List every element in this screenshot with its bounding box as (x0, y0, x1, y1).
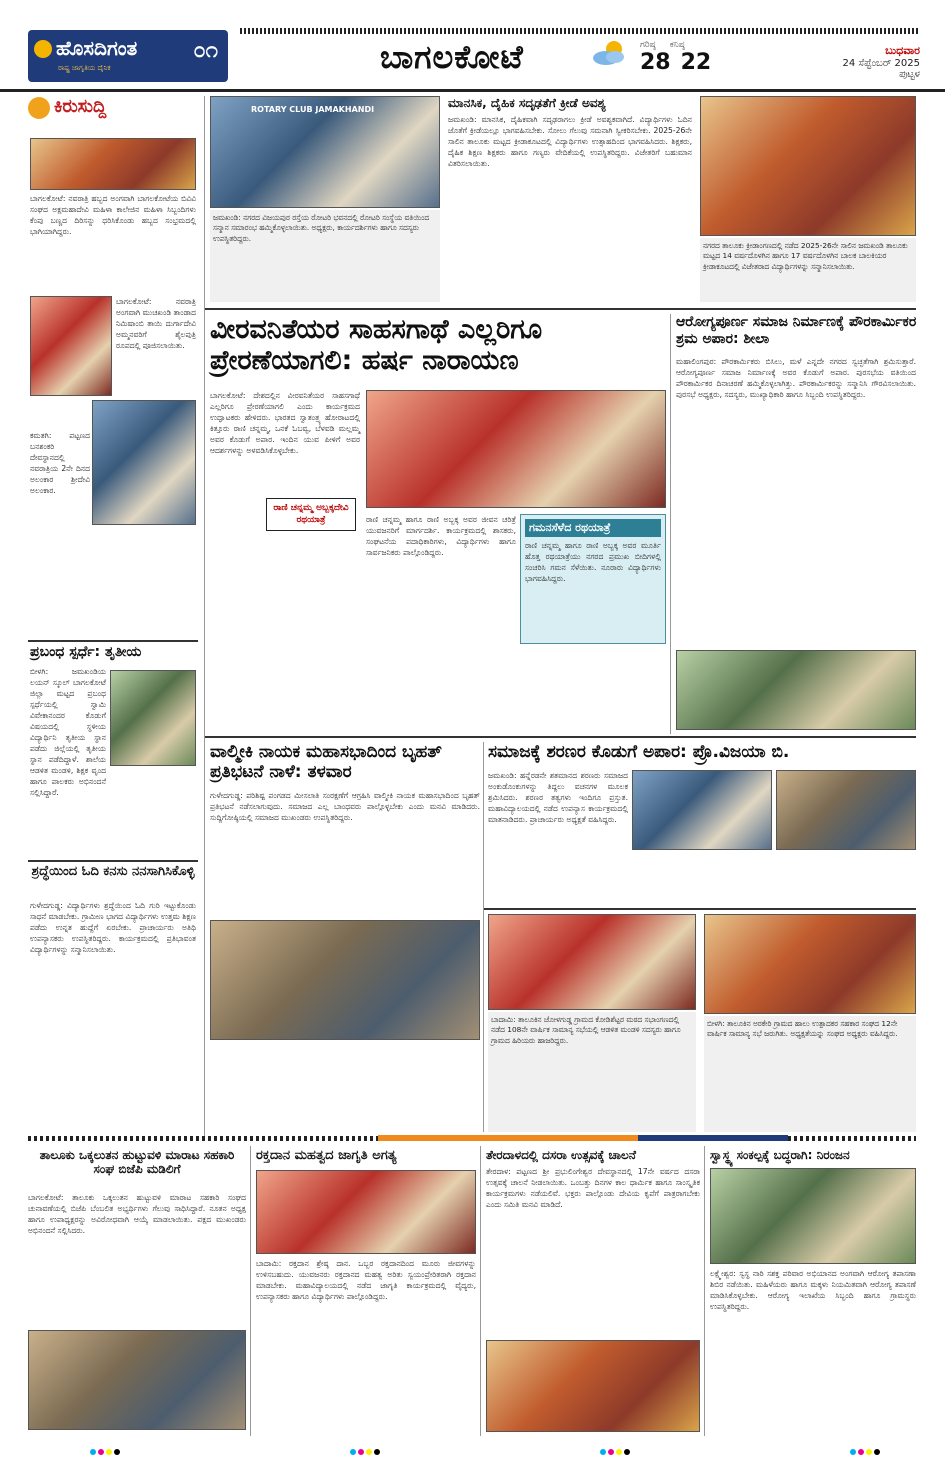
raktadana-photo (256, 1170, 476, 1254)
kirusuddi-photo-1 (30, 138, 196, 190)
kirusuddi-item-1: ಬಾಗಲಕೋಟೆ: ನವರಾತ್ರಿ ಹಬ್ಬದ ಅಂಗವಾಗಿ ಬಾಗಲಕೋಟೆಯ ಬಿವಿವಿ ಸಂಘದ ಅಕ್ಷಮಹಾದೇವಿ ಮಹಿಳಾ ಕಾಲೇಜಿನ ಮಹಿಳಾ ಸಿಬ್ಬಂದಿಗಳು ಕೆಂಪು ಬಣ್ಣದ ದಿರಿಸನ್ನು ಧರಿಸಿಕೊಂಡು ಹಬ್ಬದ ಸಂಭ್ರಮದಲ್ಲಿ ಭಾಗಿಯಾಗಿದ್ದರು. (30, 194, 196, 236)
halu-photo (488, 914, 696, 1010)
kirusuddi-photo-3 (92, 400, 196, 525)
okkalutana-headline: ತಾಲೂಕು ಒಕ್ಕಲುತನ ಹುಟ್ಟುವಳಿ ಮಾರಾಟ ಸಹಕಾರಿ ಸಂಘ ಬಿಜೆಪಿ ಮಡಿಲಿಗೆ (39, 1148, 235, 1177)
swasthya-photo (710, 1168, 916, 1264)
sharanaru-photo (632, 770, 772, 850)
logo-emblem-icon (34, 40, 52, 58)
arogya-body: ಮಹಾಲಿಂಗಪುರ: ಪೌರಕಾರ್ಮಿಕರು ಬಿಸಿಲು, ಮಳೆ ಎನ್ನದೇ ನಗರದ ಸ್ವಚ್ಛತೆಗಾಗಿ ಶ್ರಮಿಸುತ್ತಾರೆ. ಆರೋಗ್ಯಪೂರ್ಣ ಸಮಾಜ ನಿರ್ಮಾಣಕ್ಕೆ ಅವರ ಕೊಡುಗೆ ಅಪಾರ. ಪುರಸಭೆಯ ವತಿಯಿಂದ ಪೌರಕಾರ್ಮಿಕರ ದಿನಾಚರಣೆ ಹಮ್ಮಿಕೊಳ್ಳಲಾಗಿತ್ತು. ಪೌರಕಾರ್ಮಿಕರನ್ನು ಸನ್ಮಾನಿಸಿ ಗೌರವಿಸಲಾಯಿತು. ಪುರಸಭೆ ಅಧ್ಯಕ್ಷರು, ಸದಸ್ಯರು, ಮುಖ್ಯಾಧಿಕಾರಿ ಹಾಗೂ ಸಿಬ್ಬಂದಿ ಉಪಸ್ಥಿತರಿದ್ದರು. (676, 357, 916, 399)
min-temp: 22 (680, 50, 712, 75)
registration-marks-3 (600, 1440, 632, 1459)
rathayatre-body: ರಾಣಿ ಚನ್ನಮ್ಮ ಹಾಗೂ ರಾಣಿ ಅಬ್ಬಕ್ಕ ಅವರ ಮೂರ್ತಿ ಹೊತ್ತ ರಥಯಾತ್ರೆಯು ನಗರದ ಪ್ರಮುಖ ಬೀದಿಗಳಲ್ಲಿ ಸಂಚರಿಸಿ ಗಮನ ಸೆಳೆಯಿತು. ನೂರಾರು ವಿದ್ಯಾರ್ಥಿಗಳು ಭಾಗವಹಿಸಿದ್ದರು. (525, 541, 661, 583)
prabandha-photo (110, 670, 196, 766)
veeravanite-photo (366, 390, 666, 508)
kreedakoota-caption: ನಗರದ ತಾಲೂಕು ಕ್ರೀಡಾಂಗಣದಲ್ಲಿ ನಡೆದ 2025-26ನೇ ಸಾಲಿನ ಜಮಖಂಡಿ ತಾಲೂಕು ಮಟ್ಟದ 14 ವರ್ಷದೊಳಗಿನ ಹಾಗೂ 17 ವರ್ಷದೊಳಗಿನ ಬಾಲಕ ಬಾಲಕಿಯರ ಕ್ರೀಡಾಕೂಟದಲ್ಲಿ ವಿಜೇತರಾದ ವಿದ್ಯಾರ್ಥಿಗಳನ್ನು ಸನ್ಮಾನಿಸಲಾಯಿತು. (700, 238, 916, 302)
veeravanite-headline: ವೀರವನಿತೆಯರ ಸಾಹಸಗಾಥೆ ಎಲ್ಲರಿಗೂ ಪ್ರೇರಣೆಯಾಗಲಿ: ಹರ್ಷ ನಾರಾಯಣ (210, 314, 543, 377)
veeravanite-body-1: ಬಾಗಲಕೋಟೆ: ದೇಶದಲ್ಲಿನ ವೀರವನಿತೆಯರ ಸಾಹಸಗಾಥೆ ಎಲ್ಲರಿಗೂ ಪ್ರೇರಣೆಯಾಗಲಿ ಎಂದು ಕಾರ್ಯಕ್ರಮದ ಉದ್ಘಾಟಕರು ಹೇಳಿದರು. ಭಾರತದ ಸ್ವಾತಂತ್ರ್ಯ ಹೋರಾಟದಲ್ಲಿ ಕಿತ್ತೂರು ರಾಣಿ ಚನ್ನಮ್ಮ, ಒನಕೆ ಓಬವ್ವ, ಬೆಳವಡಿ ಮಲ್ಲಮ್ಮ ಅವರ ಕೊಡುಗೆ ಅಪಾರ. ಇಂದಿನ ಯುವ ಪೀಳಿಗೆ ಅವರ ಆದರ್ಶಗಳನ್ನು ಅಳವಡಿಸಿಕೊಳ್ಳಬೇಕು. (210, 391, 360, 455)
registration-marks-2 (350, 1440, 382, 1459)
partly-cloudy-icon (590, 38, 630, 68)
paper-tagline: ರಾಷ್ಟ್ರ ಜಾಗೃತಿಯ ದೈನಿಕ (58, 64, 111, 72)
paper-name: ಹೊಸದಿಗಂತ (56, 36, 138, 60)
masthead-stripe (240, 28, 920, 34)
hand-icon (28, 97, 50, 119)
rathayatre-title: ಗಮನಸೆಳೆದ ರಥಯಾತ್ರೆ (525, 519, 661, 537)
sharanaru-body: ಜಮಖಂಡಿ: ಹನ್ನೆರಡನೇ ಶತಮಾನದ ಶರಣರು ಸಮಾಜದ ಅಂಕುಡೊಂಕುಗಳನ್ನು ತಿದ್ದಲು ವಚನಗಳ ಮೂಲಕ ಶ್ರಮಿಸಿದರು. ಶರಣರ ತತ್ವಗಳು ಇಂದಿಗೂ ಪ್ರಸ್ತುತ. ಮಹಾವಿದ್ಯಾಲಯದಲ್ಲಿ ನಡೆದ ಉಪನ್ಯಾಸ ಕಾರ್ಯಕ್ರಮದಲ್ಲಿ ಮಾತನಾಡಿದರು. ಪ್ರಾಚಾರ್ಯರು ಅಧ್ಯಕ್ಷತೆ ವಹಿಸಿದ್ದರು. (488, 771, 628, 824)
okkalutana-photo (28, 1330, 246, 1430)
registration-marks-4 (850, 1440, 882, 1459)
swasthya-headline: ಸ್ವಾಸ್ಥ್ಯ ಸಂಕಲ್ಪಕ್ಕೆ ಬದ್ಧರಾಗಿ: ನಿರಂಜನ (710, 1148, 850, 1162)
sharanaru-photo-2 (776, 770, 916, 850)
max-temp-label: ಗರಿಷ್ಠ (640, 40, 656, 50)
kirusuddi-header (28, 96, 198, 136)
veeravanite-quote: ರಾಣಿ ಚನ್ನಮ್ಮ ಅಬ್ಬಕ್ಕದೇವಿ ರಥಯಾತ್ರೆ (266, 498, 356, 531)
edition-label: ಪುಟ್ಟಳ (899, 69, 920, 80)
rotary-photo (210, 96, 440, 208)
kreedakoota-photo (700, 96, 916, 236)
page-number: ೦೧ (193, 38, 218, 63)
kreede-body: ಜಮಖಂಡಿ: ಮಾನಸಿಕ, ದೈಹಿಕವಾಗಿ ಸದೃಢರಾಗಲು ಕ್ರೀಡೆ ಅವಶ್ಯಕವಾಗಿದೆ. ವಿದ್ಯಾರ್ಥಿಗಳು ಓದಿನ ಜೊತೆಗೆ ಕ್ರೀಡೆಯಲ್ಲೂ ಭಾಗವಹಿಸಬೇಕು. ಸೋಲು ಗೆಲುವು ಸಮನಾಗಿ ಸ್ವೀಕರಿಸಬೇಕು. 2025-26ನೇ ಸಾಲಿನ ತಾಲೂಕು ಮಟ್ಟದ ಕ್ರೀಡಾಕೂಟದಲ್ಲಿ ವಿದ್ಯಾರ್ಥಿಗಳು ಉತ್ಸಾಹದಿಂದ ಭಾಗವಹಿಸಿದರು. ಶಿಕ್ಷಕರು, ದೈಹಿಕ ಶಿಕ್ಷಣ ಶಿಕ್ಷಕರು ಹಾಗೂ ಗಣ್ಯರು ವೇದಿಕೆಯಲ್ಲಿ ಉಪಸ್ಥಿತರಿದ್ದರು. ವಿಜೇತರಿಗೆ ಬಹುಮಾನ ವಿತರಿಸಲಾಯಿತು. (448, 115, 692, 168)
shraddhe-headline: ಶ್ರದ್ಧೆಯಿಂದ ಓದಿ ಕನಸು ನನಸಾಗಿಸಿಕೊಳ್ಳಿ (31, 864, 195, 879)
paper-logo[interactable] (28, 30, 228, 82)
prabandha-body: ಬೀಳಗಿ: ಜಮಖಂಡಿಯ ಲಯನ್ ಸ್ಕೂಲ್ ಬಾಗಲಕೋಟೆ ಜಿಲ್ಲಾ ಮಟ್ಟದ ಪ್ರಬಂಧ ಸ್ಪರ್ಧೆಯಲ್ಲಿ ಸ್ವಾಮಿ ವಿವೇಕಾನಂದರ ಕೊಡುಗೆ ವಿಷಯದಲ್ಲಿ ಸ್ಥಳೀಯ ವಿದ್ಯಾರ್ಥಿನಿ ತೃತೀಯ ಸ್ಥಾನ ಪಡೆದು ಜಿಲ್ಲೆಯಲ್ಲಿ ತೃತೀಯ ಸ್ಥಾನ ಪಡೆದಿದ್ದಾಳೆ. ಶಾಲೆಯ ಆಡಳಿತ ಮಂಡಳಿ, ಶಿಕ್ಷಕ ವೃಂದ ಹಾಗೂ ಪಾಲಕರು ಅಭಿನಂದನೆ ಸಲ್ಲಿಸಿದ್ದಾರೆ. (30, 667, 106, 797)
swasthya-body: ಲಕ್ಷ್ಮೇಶ್ವರ: ಸ್ವಸ್ಥ ನಾರಿ ಸಶಕ್ತ ಪರಿವಾರ ಅಭಿಯಾನದ ಅಂಗವಾಗಿ ಆರೋಗ್ಯ ತಪಾಸಣಾ ಶಿಬಿರ ನಡೆಯಿತು. ಮಹಿಳೆಯರು ಹಾಗೂ ಮಕ್ಕಳು ನಿಯಮಿತವಾಗಿ ಆರೋಗ್ಯ ತಪಾಸಣೆ ಮಾಡಿಸಿಕೊಳ್ಳಬೇಕು. ಆರೋಗ್ಯ ಇಲಾಖೆಯ ಸಿಬ್ಬಂದಿ ಹಾಗೂ ಗ್ರಾಮಸ್ಥರು ಉಪಸ್ಥಿತರಿದ್ದರು. (710, 1269, 916, 1311)
veeravanite-body-2: ರಾಣಿ ಚನ್ನಮ್ಮ ಹಾಗೂ ರಾಣಿ ಅಬ್ಬಕ್ಕ ಅವರ ಜೀವನ ಚರಿತ್ರೆ ಯುವಜನರಿಗೆ ಮಾರ್ಗದರ್ಶಿ. ಕಾರ್ಯಕ್ರಮದಲ್ಲಿ ಶಾಸಕರು, ಸಂಘಟನೆಯ ಪದಾಧಿಕಾರಿಗಳು, ವಿದ್ಯಾರ್ಥಿಗಳು ಹಾಗೂ ಸಾರ್ವಜನಿಕರು ಪಾಲ್ಗೊಂಡಿದ್ದರು. (366, 515, 516, 557)
kirusuddi-photo-2 (30, 296, 112, 396)
arogya-photo (676, 650, 916, 730)
edition-city: ಬಾಗಲಕೋಟೆ (380, 38, 524, 76)
masthead (0, 0, 945, 92)
raktadana-body: ಬಾದಾಮಿ: ರಕ್ತದಾನ ಶ್ರೇಷ್ಠ ದಾನ. ಒಬ್ಬರ ರಕ್ತದಾನದಿಂದ ಮೂರು ಜೀವಗಳನ್ನು ಉಳಿಸಬಹುದು. ಯುವಜನರು ರಕ್ತದಾನದ ಮಹತ್ವ ಅರಿತು ಸ್ವಯಂಪ್ರೇರಿತರಾಗಿ ರಕ್ತದಾನ ಮಾಡಬೇಕು. ಮಹಾವಿದ್ಯಾಲಯದಲ್ಲಿ ನಡೆದ ಜಾಗೃತಿ ಕಾರ್ಯಕ್ರಮದಲ್ಲಿ ವೈದ್ಯರು, ಉಪನ್ಯಾಸಕರು ಹಾಗೂ ವಿದ್ಯಾರ್ಥಿಗಳು ಪಾಲ್ಗೊಂಡಿದ್ದರು. (256, 1259, 476, 1301)
issue-date: 24 ಸೆಪ್ಟೆಂಬರ್ 2025 (842, 58, 920, 69)
temperature-block (640, 40, 721, 75)
beelagi-photo (704, 914, 916, 1014)
dasara-headline: ತೇರದಾಳದಲ್ಲಿ ದಸರಾ ಉತ್ಸವಕ್ಕೆ ಚಾಲನೆ (486, 1148, 636, 1162)
rotary-caption: ಜಮಖಂಡಿ: ನಗರದ ವಿಜಯಪುರ ರಸ್ತೆಯ ರೋಟರಿ ಭವನದಲ್ಲಿ ರೋಟರಿ ಸಂಸ್ಥೆಯ ವತಿಯಿಂದ ಸನ್ಮಾನ ಸಮಾರಂಭ ಹಮ್ಮಿಕೊಳ್ಳಲಾಯಿತು. ಅಧ್ಯಕ್ಷರು, ಕಾರ್ಯದರ್ಶಿಗಳು ಹಾಗೂ ಸದಸ್ಯರು ಉಪಸ್ಥಿತರಿದ್ದರು. (210, 210, 440, 302)
shraddhe-body: ಗುಳೇದಗುಡ್ಡ: ವಿದ್ಯಾರ್ಥಿಗಳು ಶ್ರದ್ಧೆಯಿಂದ ಓದಿ ಗುರಿ ಇಟ್ಟುಕೊಂಡು ಸಾಧನೆ ಮಾಡಬೇಕು. ಗ್ರಾಮೀಣ ಭಾಗದ ವಿದ್ಯಾರ್ಥಿಗಳು ಉತ್ತಮ ಶಿಕ್ಷಣ ಪಡೆದು ಉನ್ನತ ಹುದ್ದೆಗೆ ಏರಬೇಕು. ಪ್ರಾಚಾರ್ಯರು ಅತಿಥಿ ಉಪನ್ಯಾಸಕರು ಉಪಸ್ಥಿತರಿದ್ದರು. ಕಾರ್ಯಕ್ರಮದಲ್ಲಿ ಪ್ರತಿಭಾವಂತ ವಿದ್ಯಾರ್ಥಿಗಳನ್ನು ಸನ್ಮಾನಿಸಲಾಯಿತು. (30, 901, 196, 954)
kreede-headline: ಮಾನಸಿಕ, ದೈಹಿಕ ಸದೃಢತೆಗೆ ಕ್ರೀಡೆ ಅವಶ್ಯ (448, 96, 606, 110)
valmiki-headline: ವಾಲ್ಮೀಕಿ ನಾಯಕ ಮಹಾಸಭಾದಿಂದ ಬೃಹತ್ ಪ್ರತಿಭಟನೆ ನಾಳೆ: ತಳವಾರ (210, 742, 442, 783)
halu-caption: ಬಾದಾಮಿ: ತಾಲೂಕಿನ ಜೋಳಗುಡ್ಡ ಗ್ರಾಮದ ಕೋಡಿಶೆಟ್ಟರ ಮಠದ ಸಭಾಂಗಣದಲ್ಲಿ ನಡೆದ 108ನೇ ವಾರ್ಷಿಕ ಸಾಮಾನ್ಯ ಸಭೆಯಲ್ಲಿ ಆಡಳಿತ ಮಂಡಳಿ ಸದಸ್ಯರು ಹಾಗೂ ಗ್ರಾಮದ ಹಿರಿಯರು ಹಾಜರಿದ್ದರು. (488, 1012, 696, 1132)
min-temp-label: ಕನಿಷ್ಠ (669, 40, 685, 50)
dateline (800, 44, 920, 80)
valmiki-body: ಗುಳೇದಗುಡ್ಡ: ಪರಿಶಿಷ್ಟ ಪಂಗಡದ ಮೀಸಲಾತಿ ಸಂರಕ್ಷಣೆಗೆ ಆಗ್ರಹಿಸಿ ವಾಲ್ಮೀಕಿ ನಾಯಕ ಮಹಾಸಭಾದಿಂದ ಬೃಹತ್ ಪ್ರತಿಭಟನೆ ನಡೆಸಲಾಗುವುದು. ಸಮಾಜದ ಎಲ್ಲ ಬಾಂಧವರು ಪಾಲ್ಗೊಳ್ಳಬೇಕು ಎಂದು ಮನವಿ ಮಾಡಿದರು. ಸುದ್ದಿಗೋಷ್ಠಿಯಲ್ಲಿ ಸಮಾಜದ ಮುಖಂಡರು ಉಪಸ್ಥಿತರಿದ್ದರು. (210, 791, 480, 822)
kirusuddi-item-3: ಕಮತಗಿ: ಪಟ್ಟಣದ ಬನಶಂಕರಿ ದೇವಸ್ಥಾನದಲ್ಲಿ ನವರಾತ್ರಿಯ 2ನೇ ದಿನದ ಅಲಂಕಾರ ಶ್ರೀದೇವಿ ಅಲಂಕಾರ. (30, 431, 90, 495)
kirusuddi-item-2: ಬಾಗಲಕೋಟೆ: ನವರಾತ್ರಿ ಅಂಗವಾಗಿ ಮುಚಖಂಡಿ ತಾಂಡಾದ ನಿಮಿಷಾಂಬಿ ತಾಯಿ ದುರ್ಗಾದೇವಿ ಅಮ್ಮನವರಿಗೆ ಶೈಲಪುತ್ರಿ ರೂಪದಲ್ಲಿ ಪೂಜಿಸಲಾಯಿತು. (116, 297, 197, 350)
valmiki-photo (210, 920, 480, 1040)
beelagi-caption: ಬೀಳಗಿ: ತಾಲೂಕಿನ ಅರಕೇರಿ ಗ್ರಾಮದ ಹಾಲು ಉತ್ಪಾದಕರ ಸಹಕಾರ ಸಂಘದ 12ನೇ ವಾರ್ಷಿಕ ಸಾಮಾನ್ಯ ಸಭೆ ಜರುಗಿತು. ಅಧ್ಯಕ್ಷತೆಯನ್ನು ಸಂಘದ ಅಧ್ಯಕ್ಷರು ವಹಿಸಿದ್ದರು. (704, 1016, 916, 1132)
registration-marks (90, 1440, 122, 1459)
day-name: ಬುಧವಾರ (885, 44, 920, 57)
okkalutana-body: ಬಾಗಲಕೋಟೆ: ತಾಲೂಕು ಒಕ್ಕಲುತನ ಹುಟ್ಟುವಳಿ ಮಾರಾಟ ಸಹಕಾರಿ ಸಂಘದ ಚುನಾವಣೆಯಲ್ಲಿ ಬಿಜೆಪಿ ಬೆಂಬಲಿತ ಅಭ್ಯರ್ಥಿಗಳು ಗೆಲುವು ಸಾಧಿಸಿದ್ದಾರೆ. ನೂತನ ಅಧ್ಯಕ್ಷ ಹಾಗೂ ಉಪಾಧ್ಯಕ್ಷರನ್ನು ಅವಿರೋಧವಾಗಿ ಆಯ್ಕೆ ಮಾಡಲಾಯಿತು. ಪಕ್ಷದ ಮುಖಂಡರು ಅಭಿನಂದನೆ ಸಲ್ಲಿಸಿದರು. (28, 1193, 246, 1235)
dasara-photo (486, 1340, 700, 1432)
dasara-body: ತೇರದಾಳ: ಪಟ್ಟಣದ ಶ್ರೀ ಪ್ರಭುಲಿಂಗೇಶ್ವರ ದೇವಸ್ಥಾನದಲ್ಲಿ 17ನೇ ವರ್ಷದ ದಸರಾ ಉತ್ಸವಕ್ಕೆ ಚಾಲನೆ ನೀಡಲಾಯಿತು. ಒಂಬತ್ತು ದಿನಗಳ ಕಾಲ ಧಾರ್ಮಿಕ ಹಾಗೂ ಸಾಂಸ್ಕೃತಿಕ ಕಾರ್ಯಕ್ರಮಗಳು ನಡೆಯಲಿವೆ. ಭಕ್ತರು ಪಾಲ್ಗೊಂಡು ದೇವಿಯ ಕೃಪೆಗೆ ಪಾತ್ರರಾಗಬೇಕು ಎಂದು ಸಮಿತಿ ಮನವಿ ಮಾಡಿದೆ. (486, 1167, 700, 1209)
arogya-headline: ಆರೋಗ್ಯಪೂರ್ಣ ಸಮಾಜ ನಿರ್ಮಾಣಕ್ಕೆ ಪೌರಕಾರ್ಮಿಕರ ಶ್ರಮ ಅಪಾರ: ಶೀಲಾ (676, 314, 917, 347)
max-temp: 28 (640, 50, 671, 75)
prabandha-headline: ಪ್ರಬಂಧ ಸ್ಪರ್ಧೆ: ತೃತೀಯ (30, 644, 142, 660)
rotary-banner: ROTARY CLUB JAMAKHANDI (251, 105, 375, 114)
raktadana-headline: ರಕ್ತದಾನ ಮಹತ್ವದ ಜಾಗೃತಿ ಅಗತ್ಯ (256, 1148, 397, 1163)
sharanaru-headline: ಸಮಾಜಕ್ಕೆ ಶರಣರ ಕೊಡುಗೆ ಅಪಾರ: ಪ್ರೊ.ವಿಜಯಾ ಬಿ. (488, 742, 790, 762)
kirusuddi-title: ಕಿರುಸುದ್ದಿ (54, 96, 107, 117)
rathayatre-box (520, 514, 666, 644)
